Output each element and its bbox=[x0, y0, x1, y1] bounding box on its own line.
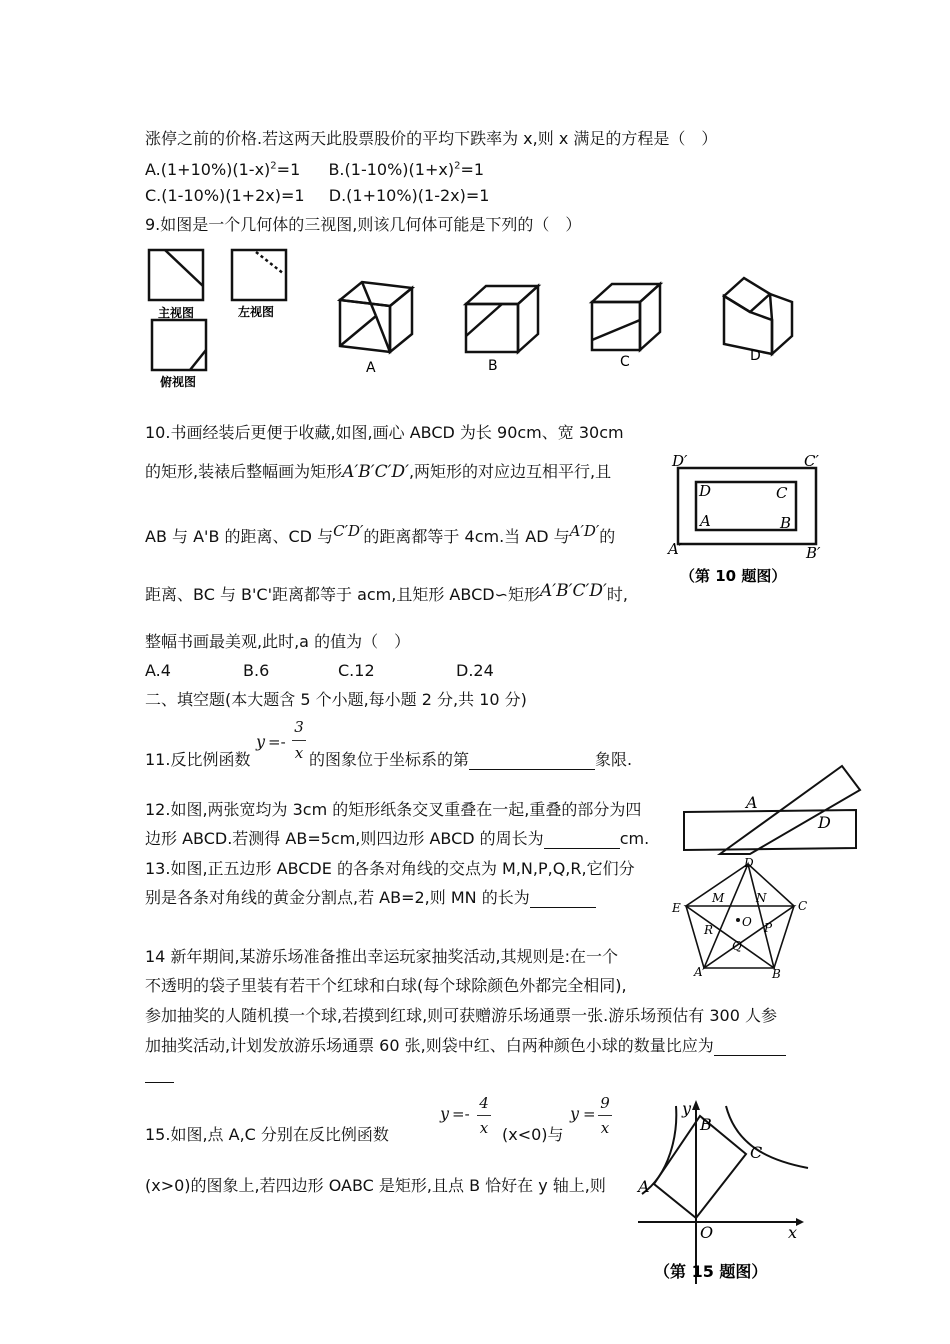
q10-option-d: D.24 bbox=[456, 661, 494, 680]
q10-line1: 10.书画经装后更便于收藏,如图,画心 ABCD 为长 90cm、宽 30cm bbox=[145, 423, 624, 442]
label-Dp: D′ bbox=[672, 452, 688, 470]
q15-label-C: C bbox=[750, 1143, 763, 1162]
top-view-label: 俯视图 bbox=[160, 375, 197, 389]
q10-line2: 的矩形,装裱后整幅画为矩形A′B′C′D′,两矩形的对应边互相平行,且 bbox=[145, 462, 612, 482]
q13-label-D: D bbox=[744, 856, 754, 870]
q13-blank[interactable] bbox=[530, 891, 596, 908]
label-Bp: B′ bbox=[806, 544, 821, 562]
q15-y1: y bbox=[440, 1104, 450, 1123]
q9-figure bbox=[140, 240, 820, 390]
q13-figure bbox=[668, 856, 818, 980]
q10-line4: 距离、BC 与 B'C'距离都等于 acm,且矩形 ABCD∽矩形A′B′C′D′时, bbox=[145, 581, 628, 604]
q15-caption: （第 15 题图） bbox=[654, 1262, 768, 1281]
choice-a-label: A bbox=[366, 360, 376, 376]
q11-eq: =- bbox=[268, 733, 286, 751]
q15-figure bbox=[636, 1094, 816, 1286]
label-C: C bbox=[776, 484, 788, 502]
q15-label-O: O bbox=[700, 1223, 714, 1242]
q10-figure bbox=[664, 450, 844, 590]
q15-line2: (x>0)的图象上,若四边形 OABC 是矩形,且点 B 恰好在 y 轴上,则 bbox=[145, 1176, 606, 1195]
choice-b-label: B bbox=[488, 358, 498, 374]
q10-option-a: A.4 bbox=[145, 661, 171, 680]
q14-blank-continued[interactable] bbox=[145, 1082, 174, 1083]
q15-eq2: = bbox=[583, 1105, 596, 1123]
q9-question: 9.如图是一个几何体的三视图,则该几何体可能是下列的（ ） bbox=[145, 215, 582, 234]
q14-line1: 14 新年期间,某游乐场准备推出幸运玩家抽奖活动,其规则是:在一个 bbox=[145, 947, 619, 966]
q15-numerator2: 9 bbox=[600, 1094, 610, 1112]
q8-options-row1 bbox=[145, 157, 484, 180]
label-Cp: C′ bbox=[804, 452, 819, 470]
q12-figure bbox=[680, 760, 865, 856]
q11-denominator: x bbox=[294, 744, 304, 762]
q11-pre: 11.反比例函数 bbox=[145, 750, 251, 769]
q8-line: 涨停之前的价格.若这两天此股票股价的平均下跌率为 x,则 x 满足的方程是（ ） bbox=[145, 129, 718, 148]
q15-label-y: y bbox=[682, 1099, 692, 1118]
q12-label-A: A bbox=[746, 793, 758, 812]
q13-label-E: E bbox=[672, 901, 681, 915]
q10-option-b: B.6 bbox=[243, 661, 270, 680]
choice-d-label: D bbox=[750, 348, 761, 364]
q13-label-A: A bbox=[694, 965, 703, 979]
choice-c-label: C bbox=[620, 354, 630, 370]
q10-line5: 整幅书画最美观,此时,a 的值为（ ） bbox=[145, 632, 411, 651]
q13-line2: 别是各条对角线的黄金分割点,若 AB=2,则 MN 的长为 bbox=[145, 888, 596, 908]
q12-line1: 12.如图,两张宽均为 3cm 的矩形纸条交叉重叠在一起,重叠的部分为四 bbox=[145, 800, 642, 819]
q11-fraction-bar bbox=[292, 740, 306, 741]
q15-label-A: A bbox=[638, 1177, 650, 1196]
q12-label-D: D bbox=[818, 813, 831, 832]
q15-label-x: x bbox=[788, 1223, 798, 1242]
q15-fraction-bar1 bbox=[477, 1115, 491, 1116]
q13-label-C: C bbox=[798, 899, 808, 913]
q12-line2: 边形 ABCD.若测得 AB=5cm,则四边形 ABCD 的周长为 cm. bbox=[145, 829, 650, 848]
q13-label-R: R bbox=[704, 923, 714, 937]
front-view-label: 主视图 bbox=[158, 306, 195, 320]
label-Ap: A′ bbox=[668, 540, 683, 558]
q15-fraction2 bbox=[598, 1094, 612, 1140]
label-B: B bbox=[780, 514, 792, 532]
q13-label-Q: Q bbox=[732, 939, 742, 953]
q14-line4: 加抽奖活动,计划发放游乐场通票 60 张,则袋中红、白两种颜色小球的数量比应为 bbox=[145, 1036, 786, 1056]
q14-line3: 参加抽奖的人随机摸一个球,若摸到红球,则可获赠游乐场通票一张.游乐场预估有 300 人参 bbox=[145, 1006, 777, 1025]
q15-eq1: =- bbox=[452, 1105, 470, 1123]
q15-mid: (x<0)与 bbox=[502, 1125, 564, 1144]
left-view-square bbox=[232, 250, 286, 300]
section2-heading: 二、填空题(本大题含 5 个小题,每小题 2 分,共 10 分) bbox=[145, 690, 527, 709]
q11-post: 的图象位于坐标系的第 象限. bbox=[309, 750, 633, 769]
q8-option-a: $A.(1+10\%)(1-x)^2=1$ bbox=[145, 160, 301, 180]
q13-label-B: B bbox=[772, 967, 781, 980]
front-view-square bbox=[149, 250, 203, 300]
label-A: A bbox=[700, 512, 711, 530]
q15-fraction1 bbox=[477, 1094, 491, 1140]
q11-fraction bbox=[292, 718, 306, 764]
label-D: D bbox=[699, 482, 712, 500]
q8-option-c: C.(1-10%)(1+2x)=1 bbox=[145, 186, 305, 205]
q14-line2: 不透明的袋子里装有若干个红球和白球(每个球除颜色外都完全相同), bbox=[145, 976, 627, 995]
q8-option-b: $B.(1-10\%)(1+x)^2=1$ bbox=[328, 160, 485, 180]
q10-option-c: C.12 bbox=[338, 661, 375, 680]
q15-pre: 15.如图,点 A,C 分别在反比例函数 bbox=[145, 1125, 389, 1144]
q8-option-d: D.(1+10%)(1-2x)=1 bbox=[328, 186, 490, 205]
q15-fraction-bar2 bbox=[598, 1115, 612, 1116]
q13-label-O: O bbox=[742, 915, 752, 929]
q14-blank[interactable] bbox=[714, 1039, 786, 1056]
curve-right bbox=[726, 1106, 808, 1168]
q15-numerator1: 4 bbox=[479, 1094, 489, 1112]
q11-numerator: 3 bbox=[294, 718, 304, 736]
q8-options-row2 bbox=[145, 186, 489, 206]
q11-blank[interactable] bbox=[469, 753, 595, 770]
q10-caption: （第 10 题图） bbox=[680, 567, 787, 585]
q15-label-B: B bbox=[700, 1115, 712, 1134]
q11-y: y bbox=[256, 732, 266, 751]
q12-blank[interactable] bbox=[544, 832, 620, 849]
q15-denominator1: x bbox=[479, 1119, 489, 1137]
q10-line3: AB 与 A'B 的距离、CD 与C′D′的距离都等于 4cm.当 AD 与A′D′的 bbox=[145, 522, 616, 546]
q13-label-M: M bbox=[712, 891, 725, 905]
q13-line1: 13.如图,正五边形 ABCDE 的各条对角线的交点为 M,N,P,Q,R,它们分 bbox=[145, 859, 635, 878]
q15-y2: y bbox=[570, 1104, 580, 1123]
left-view-label: 左视图 bbox=[238, 305, 275, 319]
q13-label-N: N bbox=[756, 891, 767, 905]
q13-label-P: P bbox=[764, 921, 773, 935]
q15-denominator2: x bbox=[600, 1119, 610, 1137]
top-view-square bbox=[152, 320, 206, 370]
